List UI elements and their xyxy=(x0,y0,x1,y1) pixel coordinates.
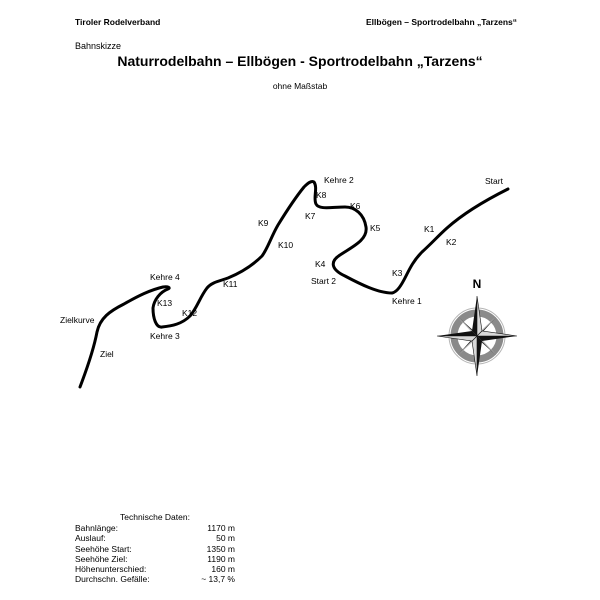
label-k7: K7 xyxy=(305,211,316,221)
tech-value: 1350 m xyxy=(206,543,235,554)
tech-row xyxy=(75,523,235,533)
header-track-name: Ellbögen – Sportrodelbahn „Tarzens“ xyxy=(366,17,517,27)
page-title: Naturrodelbahn – Ellbögen - Sportrodelbahn „Tarzens“ xyxy=(117,53,483,69)
tech-value: 50 m xyxy=(216,533,235,544)
label-k6: K6 xyxy=(350,201,361,211)
compass-rose-icon xyxy=(437,296,517,376)
tech-row xyxy=(75,574,235,584)
tech-label: Seehöhe Start: xyxy=(75,543,132,554)
compass-north-label: N xyxy=(472,277,482,291)
tech-row xyxy=(75,544,235,554)
tech-row xyxy=(75,533,235,543)
scale-note: ohne Maßstab xyxy=(272,81,328,91)
label-k13: K13 xyxy=(157,298,173,308)
tech-label: Bahnlänge: xyxy=(75,523,119,534)
technical-data-title: Technische Daten: xyxy=(120,512,190,522)
tech-value: ~ 13,7 % xyxy=(201,574,235,585)
label-k9: K9 xyxy=(258,218,269,228)
header-organization: Tiroler Rodelverband xyxy=(75,17,161,27)
label-kehre4: Kehre 4 xyxy=(150,272,180,282)
label-k4: K4 xyxy=(315,259,326,269)
tech-row xyxy=(75,564,235,574)
label-k1: K1 xyxy=(424,224,435,234)
subtitle: Bahnskizze xyxy=(75,41,122,51)
label-ziel: Ziel xyxy=(100,349,114,359)
tech-value: 1190 m xyxy=(207,553,235,564)
tech-value: 1170 m xyxy=(207,523,235,534)
label-k8: K8 xyxy=(316,190,327,200)
label-start: Start xyxy=(485,176,503,186)
tech-label: Höhenunterschied: xyxy=(75,564,147,575)
technical-data xyxy=(75,512,235,584)
label-k10: K10 xyxy=(278,240,294,250)
tech-row xyxy=(75,554,235,564)
label-k5: K5 xyxy=(370,223,381,233)
track-line xyxy=(80,181,508,387)
label-zielkurve: Zielkurve xyxy=(60,315,95,325)
label-kehre1: Kehre 1 xyxy=(392,296,422,306)
label-start2: Start 2 xyxy=(311,276,337,286)
label-k2: K2 xyxy=(446,237,457,247)
label-kehre2: Kehre 2 xyxy=(324,175,354,185)
label-k12: K12 xyxy=(182,308,198,318)
tech-value: 160 m xyxy=(211,564,235,575)
label-k3: K3 xyxy=(392,268,403,278)
label-kehre3: Kehre 3 xyxy=(150,331,180,341)
tech-label: Seehöhe Ziel: xyxy=(75,553,128,564)
tech-label: Durchschn. Gefälle: xyxy=(75,574,150,585)
label-k11: K11 xyxy=(223,279,238,289)
tech-label: Auslauf: xyxy=(75,533,106,544)
